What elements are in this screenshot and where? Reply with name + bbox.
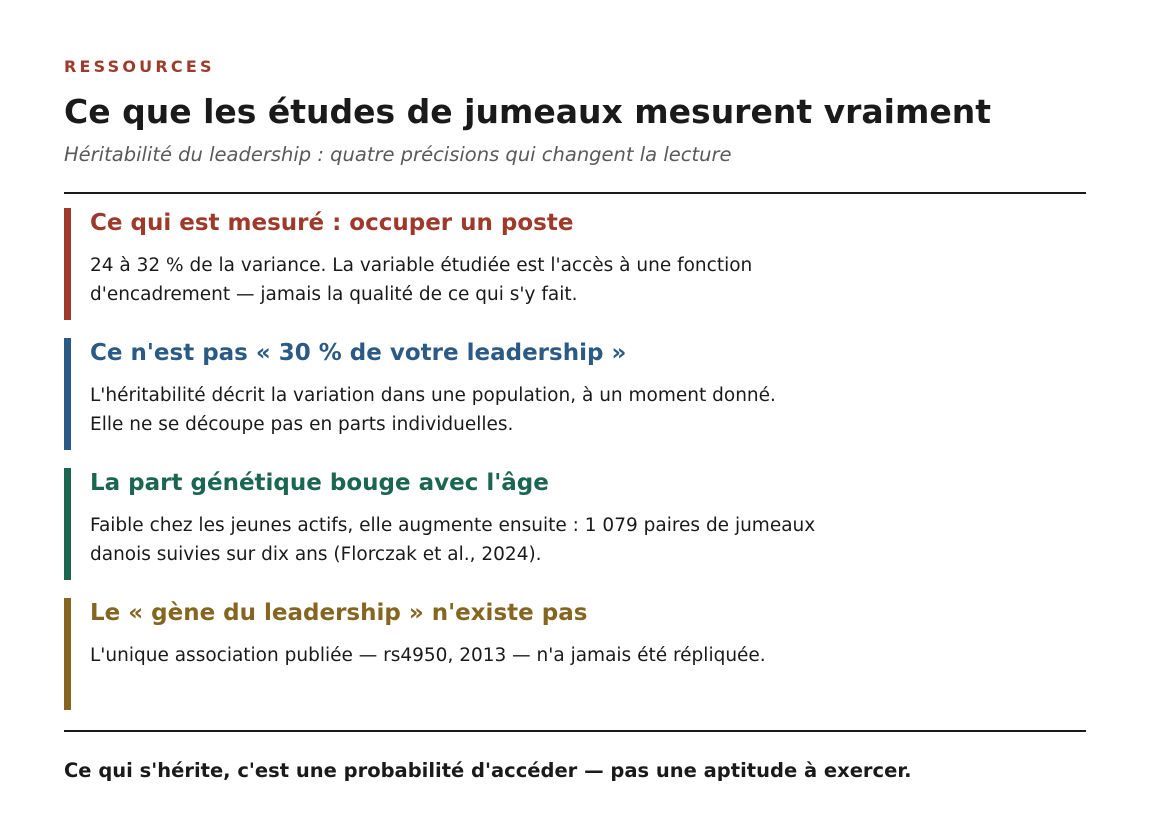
point-heading: Le « gène du leadership » n'existe pas xyxy=(90,600,588,626)
point-measured xyxy=(64,208,1086,320)
point-body-line: L'unique association publiée — rs4950, 2013 — n'a jamais été répliquée. xyxy=(90,645,766,666)
point-age xyxy=(64,468,1086,580)
conclusion: Ce qui s'hérite, c'est une probabilité d'accéder — pas une aptitude à exercer. xyxy=(64,759,912,782)
page-title: Ce que les études de jumeaux mesurent vraiment xyxy=(64,92,991,131)
point-body-line: d'encadrement — jamais la qualité de ce qui s'y fait. xyxy=(90,284,578,305)
point-body xyxy=(90,511,815,569)
point-body-line: L'héritabilité décrit la variation dans une population, à un moment donné. xyxy=(90,385,776,406)
point-heading: Ce n'est pas « 30 % de votre leadership » xyxy=(90,340,627,366)
point-body-line: danois suivies sur dix ans (Florczak et al., 2024). xyxy=(90,544,542,565)
point-body-line: 24 à 32 % de la variance. La variable étudiée est l'accès à une fonction xyxy=(90,255,753,276)
point-body xyxy=(90,381,776,439)
accent-bar xyxy=(64,338,71,450)
resource-card xyxy=(64,0,1086,830)
point-body-line: Elle ne se découpe pas en parts individuelles. xyxy=(90,414,514,435)
point-body xyxy=(90,641,766,670)
point-heading: La part génétique bouge avec l'âge xyxy=(90,470,549,496)
section-eyebrow: RESSOURCES xyxy=(64,57,215,76)
point-body-line: Faible chez les jeunes actifs, elle augmente ensuite : 1 079 paires de jumeaux xyxy=(90,515,816,536)
point-heading: Ce qui est mesuré : occuper un poste xyxy=(90,210,574,236)
bottom-divider xyxy=(64,730,1086,732)
page-subtitle: Héritabilité du leadership : quatre précisions qui changent la lecture xyxy=(64,143,732,166)
point-no-gene xyxy=(64,598,1086,710)
point-body xyxy=(90,251,752,309)
accent-bar xyxy=(64,208,71,320)
top-divider xyxy=(64,192,1086,194)
accent-bar xyxy=(64,468,71,580)
point-not-percentage xyxy=(64,338,1086,450)
accent-bar xyxy=(64,598,71,710)
